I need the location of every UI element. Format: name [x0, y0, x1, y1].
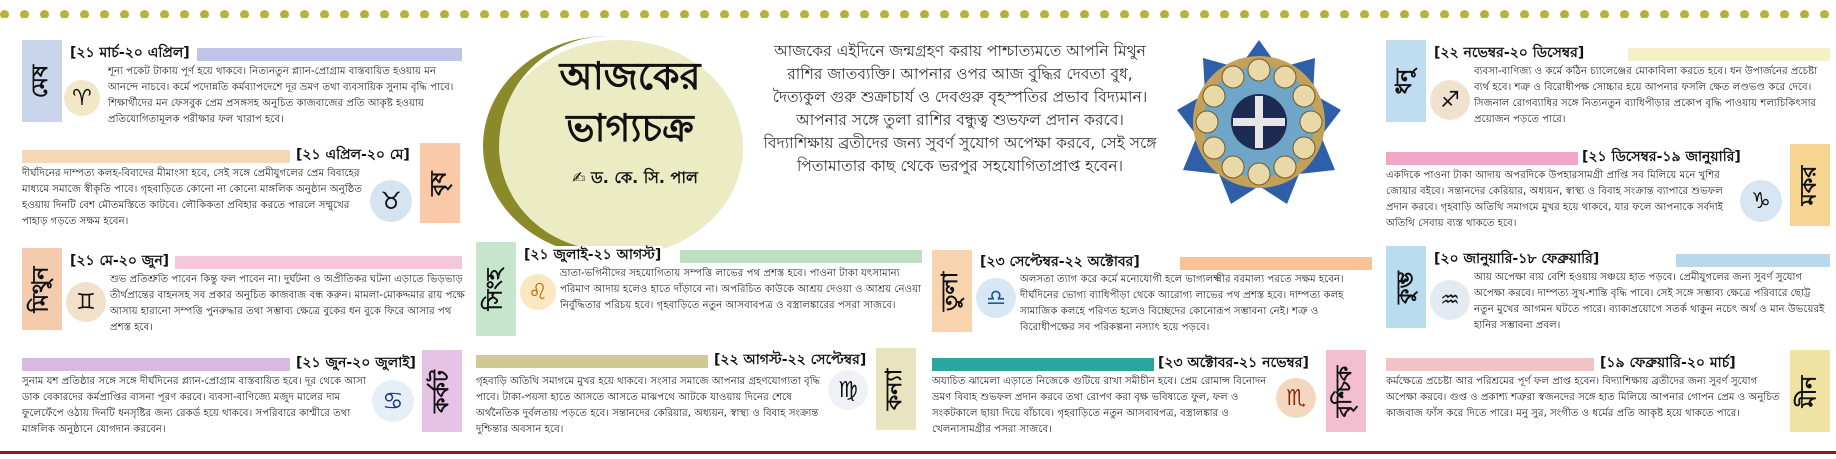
- date-brish: [২১ এপ্রিল-২০ মে]: [296, 147, 410, 163]
- sign-label-mithun: মিথুন: [22, 248, 62, 330]
- bull-image: ♉: [370, 180, 412, 222]
- pen-icon: ✍: [572, 168, 591, 187]
- border-dot: [800, 10, 809, 18]
- border-dot: [1300, 10, 1309, 18]
- border-dot: [1600, 10, 1609, 18]
- border-dot: [1440, 10, 1449, 18]
- sign-label-brish: বৃষ: [420, 143, 460, 223]
- header-bar-dhanu: [1628, 48, 1830, 61]
- header-bar-mesh: [197, 48, 462, 61]
- border-dot: [300, 10, 309, 18]
- border-dot: [140, 10, 149, 18]
- border-dot: [1100, 10, 1109, 18]
- border-dot: [1040, 10, 1049, 18]
- border-dot: [100, 10, 109, 18]
- sign-label-karkat: কর্কট: [422, 350, 462, 432]
- border-dot: [160, 10, 169, 18]
- border-dot: [1740, 10, 1749, 18]
- header-bar-meen: [1386, 358, 1594, 371]
- border-dot: [1540, 10, 1549, 18]
- border-dot: [180, 10, 189, 18]
- border-dot: [720, 10, 729, 18]
- border-dot: [1380, 10, 1389, 18]
- header-bar-makar: [1386, 152, 1578, 165]
- border-dot: [680, 10, 689, 18]
- border-dot: [380, 10, 389, 18]
- border-dot: [1220, 10, 1229, 18]
- water-bearer-image: ♒: [1430, 280, 1470, 320]
- border-dot: [1340, 10, 1349, 18]
- twins-image: ♊: [66, 282, 106, 322]
- ram-image: ♈: [64, 80, 100, 116]
- sign-label-mesh: মেষ: [22, 40, 62, 122]
- virgin-image: ♍: [828, 370, 868, 410]
- intro-text: আজকের এইদিনে জন্মগ্রহণ করায় পাশ্চাত্যমতে আপনি মিথুন রাশির জাতব্যক্তি। আপনার ওপর আজ বুদ্ধির দেবতা বুধ, দৈত্যকুল গুরু শুক্রাচার্য ও দেবগুরু বৃহস্পতির প্রভাব বিদ্যমান। আপনার সঙ্গে তুলা রাশির বন্ধুত্ব শুভফল প্রদান করবে। বিদ্যাশিক্ষায় ব্রতীদের জন্য সুবর্ণ সুযোগ অপেক্ষা করবে, সেই সঙ্গে পিতামাতার কাছ থেকে ভরপুর সহযোগিতাপ্রাপ্ত হবেন।: [763, 42, 1157, 175]
- border-dot: [960, 10, 969, 18]
- border-dot: [400, 10, 409, 18]
- sign-label-meen: মীন: [1790, 350, 1830, 432]
- goat-image: ♑: [1740, 180, 1782, 222]
- border-dot: [1420, 10, 1429, 18]
- border-dot: [1780, 10, 1789, 18]
- date-singha: [২১ জুলাই-২১ আগস্ট]: [524, 247, 662, 263]
- border-dot: [1400, 10, 1409, 18]
- border-dot: [820, 10, 829, 18]
- border-dot: [920, 10, 929, 18]
- border-dot: [840, 10, 849, 18]
- border-dot: [460, 10, 469, 18]
- text-singha: ভ্রাতা-ভগিনীদের সহযোগিতায় সম্পত্তি লাভের পথ প্রশস্ত হবে। পাওনা টাকা যৎসামান্য পরিমাণ আদায় হলেও হাতে দাঁড়াবে না। অপরিচিত কাউকে আশ্রয় দেওয়া ও আশ্রয় নেওয়া নির্বুদ্ধিতার পরিচয় হবে। গৃহবাড়িতে নতুন আসবাবপত্র ও বস্ত্রালঙ্কারের পসরা সাজবে।: [560, 268, 922, 311]
- border-dot: [1520, 10, 1529, 18]
- sign-label-makar: মকর: [1790, 144, 1830, 226]
- header-bar-kanya: [476, 355, 708, 368]
- text-kumbha: আয় অপেক্ষা ব্যয় বেশি হওয়ায় সঞ্চয়ে হাত পড়বে। প্রেমীযুগলের জন্য সুবর্ণ সুযোগ অপেক্ষা করবে। দাম্পত্য সুখ-শান্তি বৃদ্ধি পাবে। সেই সঙ্গে সম্ভাব্য ক্ষেত্রে পরিবারে ছোট্ট নতুন মুখের আগমন ঘটতে পারে। ব্যাক্যপ্রয়োগে সতর্ক থাকুন নচেৎ অর্থ ও মান উভয়েরই হানির সম্ভাবনা প্রবল।: [1474, 272, 1825, 331]
- border-dot: [1260, 10, 1269, 18]
- border-dot: [500, 10, 509, 18]
- text-tula: অলসতা ত্যাগ করে কর্মে মনোযোগী হলে ভাগ্যলক্ষ্মীর বরমাল্য পরতে সক্ষম হবেন। দীর্ঘদিনের ভোগ্য ব্যাধিপীড়া থেকে আরোগ্য লাভের পথ প্রশস্ত হবে। দাম্পত্য কলহ সামাজিক কলহে পরিণত হলেও বিচ্ছেদের কোনোরূপ সম্ভাবনা নেই। শত্রু ও বিরোধীপক্ষের সব পরিকল্পনা নস্যাৎ হয়ে পড়বে।: [1020, 274, 1344, 333]
- border-dot: [980, 10, 989, 18]
- date-tula: [২৩ সেপ্টেম্বর-২২ অক্টোবর]: [980, 254, 1140, 270]
- border-dot: [1180, 10, 1189, 18]
- border-dot: [1280, 10, 1289, 18]
- header-bar-singha: [680, 250, 922, 263]
- crab-image: ♋: [372, 380, 414, 422]
- border-dot: [1500, 10, 1509, 18]
- header-bar-brishchik: [932, 358, 1154, 371]
- border-dot: [600, 10, 609, 18]
- text-meen: কর্মক্ষেত্রে প্রচেষ্টা আর পরিশ্রমের পূর্ণ ফল প্রাপ্ত হবেন। বিদ্যাশিক্ষায় ব্রতীদের জন্য সুবর্ণ সুযোগ অপেক্ষা করবে। গুপ্ত ও প্রকাশ্য শত্রুরা স্বজনদের সঙ্গে হাত মিলিয়ে আপনার গোপন প্রেম ও অনুচিত কাজবাজ ফাঁস করে দিতে পারে। মনু সুর, সংগীত ও ধর্মের প্রতি আকৃষ্ট হয়ে থাকতে পারে।: [1386, 376, 1780, 419]
- date-makar: [২১ ডিসেম্বর-১৯ জানুয়ারি]: [1582, 149, 1741, 165]
- border-dot: [660, 10, 669, 18]
- border-dot: [620, 10, 629, 18]
- text-makar: একদিকে পাওনা টাকা আদায় অপরদিকে উপহারসামগ্রী প্রাপ্তি সব মিলিয়ে মনে খুশির জোয়ার বইবে। সন্তানদের কেরিয়ার, অধ্যয়ন, স্বাস্থ্য ও বিবাহ সংক্রান্ত ব্যাপারে শুভফল প্রদান করবে। গৃহবাড়ি অতিথি সমাগমে মুখর হয়ে থাকবে, যার ফলে আপনাকে সর্বদাই অতিথি সেবায় ব্যস্ত থাকতে হবে।: [1386, 170, 1723, 229]
- border-dot: [880, 10, 889, 18]
- date-mesh: [২১ মার্চ-২০ এপ্রিল]: [70, 45, 190, 61]
- border-dot: [1140, 10, 1149, 18]
- border-dot: [20, 10, 29, 18]
- date-kumbha: [২০ জানুয়ারি-১৮ ফেব্রুয়ারি]: [1434, 251, 1600, 267]
- border-dot: [1240, 10, 1249, 18]
- header-bar-brish: [22, 150, 290, 163]
- date-kanya: [২২ আগস্ট-২২ সেপ্টেম্বর]: [714, 352, 867, 368]
- title-line-2: ভাগ্যচক্র: [566, 106, 694, 150]
- border-dot: [1660, 10, 1669, 18]
- border-dot: [260, 10, 269, 18]
- date-dhanu: [২২ নভেম্বর-২০ ডিসেম্বর]: [1434, 45, 1585, 61]
- date-brishchik: [২৩ অক্টোবর-২১ নভেম্বর]: [1158, 355, 1309, 371]
- border-dot: [1020, 10, 1029, 18]
- border-dot: [360, 10, 369, 18]
- text-dhanu: ব্যবসা-বাণিজ্য ও কর্মে কঠিন চ্যালেঞ্জের মোকাবিলা করতে হবে। ধন উপার্জনের প্রচেষ্টা ব্যর্থ হবে। শত্রু ও বিরোধীপক্ষ সোচ্চার হয়ে আপনার ফসলি ক্ষেত লণ্ডভণ্ড করে দেবে। সিজনাল রোগব্যাধির সঙ্গে নিত্যনতুন ব্যাধিপীড়ার প্রকোপ বৃদ্ধি পাওয়ায় শল্যচিকিৎসার প্রয়োজন পড়তে পারে।: [1474, 66, 1818, 125]
- border-dot: [1700, 10, 1709, 18]
- header-bar-mithun: [175, 256, 462, 269]
- scorpion-image: ♏: [1276, 378, 1316, 418]
- border-dot: [1560, 10, 1569, 18]
- border-dot: [200, 10, 209, 18]
- border-dot: [540, 10, 549, 18]
- border-dot: [480, 10, 489, 18]
- border-dot: [440, 10, 449, 18]
- border-dot: [280, 10, 289, 18]
- date-karkat: [২১ জুন-২০ জুলাই]: [296, 355, 416, 371]
- border-dot: [1120, 10, 1129, 18]
- border-dot: [240, 10, 249, 18]
- border-dot: [1580, 10, 1589, 18]
- border-dot: [1320, 10, 1329, 18]
- border-dot: [1640, 10, 1649, 18]
- border-dot: [580, 10, 589, 18]
- header-bar-tula: [1180, 257, 1372, 270]
- border-dot: [40, 10, 49, 18]
- header-bar-karkat: [22, 358, 290, 371]
- sign-label-kanya: কন্যা: [876, 348, 916, 430]
- dotted-top-border: [0, 4, 1836, 18]
- date-meen: [১৯ ফেব্রুয়ারি-২০ মার্চ]: [1600, 355, 1736, 371]
- border-dot: [1820, 10, 1829, 18]
- title-line-1: আজকের: [559, 54, 701, 98]
- border-dot: [0, 10, 9, 18]
- text-karkat: সুনাম যশ প্রতিষ্ঠার সঙ্গে সঙ্গে দীর্ঘদিনের প্ল্যান-প্রোগ্রাম বাস্তবায়িত হবে। দূর থেকে আসা ডাক বেকারদের কর্মপ্রাপ্তির বাসনা পূরণ করবে। ব্যবসা-বাণিজ্যে মজুদ মালের দাম ফুলেফেঁপে ওঠায় দিনটি ধনসৃষ্টির জন্য রেকর্ড হয়ে থাকবে। সপরিবারে কাশ্মীরে তথা মাঙ্গলিক অনুষ্ঠানে যোগদান করবেন।: [22, 376, 366, 435]
- text-brish: দীর্ঘদিনের দাম্পত্য কলহ-বিবাদের মীমাংসা হবে, সেই সঙ্গে প্রেমীযুগলের প্রেম বিবাহের মাধ্যমে সমাজে স্বীকৃতি পাবে। গৃহবাড়িতে কোনো না কোনো মাঙ্গলিক অনুষ্ঠান অনুষ্ঠিত হওয়ায় দিনটি বেশ মৌতমস্তিতে কাটবে। লৌকিকতা প্রবিহার করতে পারলে সম্মুখের পাহাড় গড়তে সক্ষম হবেন।: [22, 168, 363, 227]
- border-dot: [120, 10, 129, 18]
- page-title: [525, 50, 735, 154]
- scales-image: ♎: [976, 278, 1016, 318]
- border-dot: [520, 10, 529, 18]
- header-bar-kumbha: [1676, 254, 1830, 267]
- border-dot: [1460, 10, 1469, 18]
- border-dot: [1680, 10, 1689, 18]
- date-mithun: [২১ মে-২০ জুন]: [70, 253, 170, 269]
- bottom-border: [0, 451, 1836, 454]
- border-dot: [1160, 10, 1169, 18]
- border-dot: [420, 10, 429, 18]
- border-dot: [700, 10, 709, 18]
- border-dot: [340, 10, 349, 18]
- author-name: ড. কে. সি. পাল: [591, 168, 698, 187]
- border-dot: [900, 10, 909, 18]
- border-dot: [1000, 10, 1009, 18]
- border-dot: [740, 10, 749, 18]
- border-dot: [560, 10, 569, 18]
- border-dot: [760, 10, 769, 18]
- text-kanya: গৃহবাড়ি অতিথি সমাগমে মুখর হয়ে থাকবে। সংসার সমাজে আপনার গ্রহণযোগ্যতা বৃদ্ধি পাবে। টাকা-পয়সা হাতে আসতে আসতে মাঝপথে আটকে যাওয়ায় দিনের শেষে অর্থনৈতিক দুর্বলতায় পড়তে হবে। সন্তানদের কেরিয়ার, অধ্যয়ন, স্বাস্থ্য ও বিবাহ সংক্রান্ত দুশ্চিন্তার অবসান হবে।: [476, 376, 821, 435]
- border-dot: [220, 10, 229, 18]
- border-dot: [1200, 10, 1209, 18]
- border-dot: [640, 10, 649, 18]
- border-dot: [1060, 10, 1069, 18]
- byline: [530, 165, 740, 192]
- text-brishchik: অযাচিত ঝামেলা এড়াতে নিজেকে গুটিয়ে রাখা সমীচীন হবে। প্রেম রোমান্স বিনোদন ভ্রমণ বিবাহ শুভফল প্রদান করবে তথা রোপণ করা বৃক্ষ ভবিষ্যতে ফুল, ফল ও সংকটকালে ছায়া দিয়ে বাঁচাবে। গৃহবাড়িতে নতুন আসবাবপত্র, বস্ত্রালঙ্কার ও খেলনাসামগ্রীর পসরা সাজবে।: [932, 376, 1267, 435]
- border-dot: [80, 10, 89, 18]
- border-dot: [1620, 10, 1629, 18]
- border-dot: [860, 10, 869, 18]
- border-dot: [320, 10, 329, 18]
- border-dot: [940, 10, 949, 18]
- border-dot: [1360, 10, 1369, 18]
- border-dot: [60, 10, 69, 18]
- archer-image: ♐: [1430, 80, 1470, 120]
- border-dot: [1720, 10, 1729, 18]
- sign-label-kumbha: কুম্ভ: [1386, 246, 1426, 328]
- text-mesh: শূন্য পকেট টাকায় পূর্ণ হয়ে থাকবে। নিত্যনতুন প্ল্যান-প্রোগ্রাম বাস্তবায়িত হওয়ায় মন আনন্দে নাচবে। কর্মে পদোন্নতি কর্মব্যাপদেশে দূর ভ্রমণ তথা ব্যবসায়িক সুনাম বৃদ্ধি পাবে। শিক্ষার্থীদের মন ফেসবুক প্রেম প্রসঙ্গসহ অনুচিত কাজবাজের প্রতি আকৃষ্ট হওয়ায় প্রতিযোগিতামূলক পরীক্ষার ফল খারাপ হবে।: [108, 66, 454, 125]
- border-dot: [1800, 10, 1809, 18]
- zodiac-wheel-image: [1175, 38, 1343, 206]
- border-dot: [1760, 10, 1769, 18]
- lion-image: ♌: [520, 274, 556, 310]
- text-mithun: শুভ প্রতিশ্রুতি পাবেন কিন্তু ফল পাবেন না। দুর্ঘটনা ও অপ্রীতিকর ঘটনা এড়াতে ভিড়ভাড় তীর্থপ্রান্তের বাহনসহ সব প্রকার অনুচিত কাজবাজ বন্ধ করুন। মামলা-মোকদ্দমার রায় পক্ষে আসায় হারানো সম্পত্তি পুনরুদ্ধার তথা সম্ভাব্য ক্ষেত্রে বুকের ধন বুকে ফিরে আসার পথ প্রশস্ত হবে।: [110, 274, 465, 333]
- sign-label-singha: সিংহ: [476, 242, 516, 336]
- sign-label-tula: তুলা: [932, 250, 972, 332]
- sign-label-brishchik: বৃশ্চিক: [1326, 350, 1366, 432]
- border-dot: [780, 10, 789, 18]
- border-dot: [1080, 10, 1089, 18]
- sign-label-dhanu: ধনু: [1386, 40, 1426, 122]
- border-dot: [1480, 10, 1489, 18]
